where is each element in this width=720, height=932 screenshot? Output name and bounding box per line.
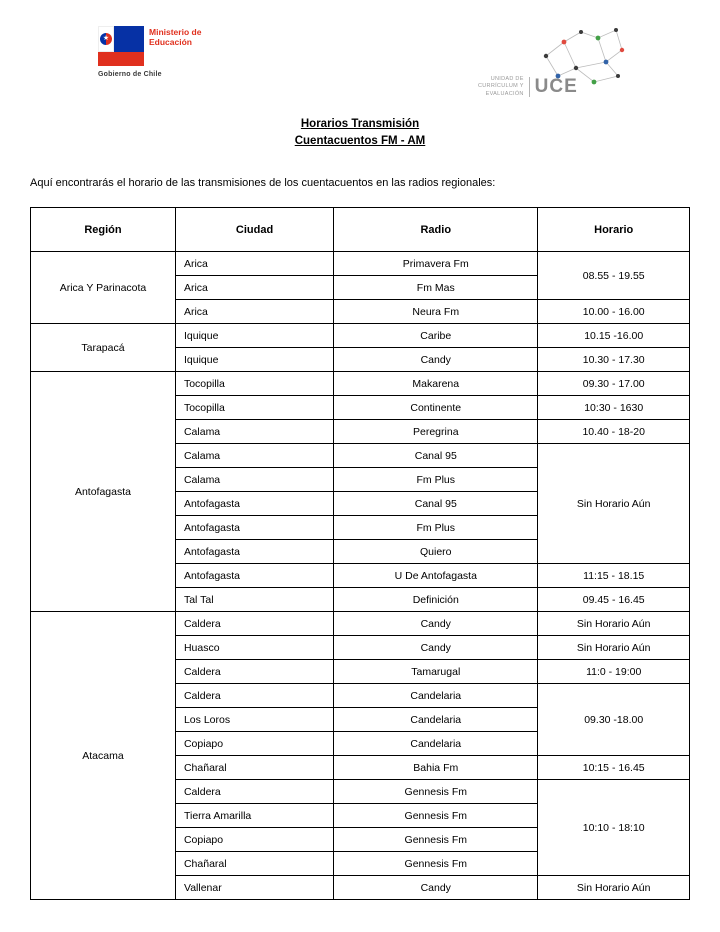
ciudad-cell: Calama [175,444,333,468]
gobierno-de-chile-text: Gobierno de Chile [98,71,162,78]
ciudad-cell: Huasco [175,636,333,660]
uce-wordmark [478,76,578,98]
radio-cell: Candy [334,636,538,660]
mineduc-logo-top [98,26,201,66]
ciudad-cell: Antofagasta [175,564,333,588]
intro-text: Aquí encontrarás el horario de las transmisiones de los cuentacuentos en las radios regionales: [30,177,496,190]
horario-cell: Sin Horario Aún [538,612,690,636]
radio-cell: Caribe [334,324,538,348]
page-title [30,116,690,149]
flag-blue-block [114,26,144,52]
ciudad-cell: Arica [175,252,333,276]
uce-org-line2: CURRÍCULUM Y [478,83,524,90]
page-title-line1: Horarios Transmisión [300,118,420,130]
horario-cell: 10:15 - 16.45 [538,756,690,780]
ciudad-cell: Tocopilla [175,396,333,420]
ciudad-cell: Vallenar [175,876,333,900]
radio-cell: Primavera Fm [334,252,538,276]
uce-org-name [478,76,524,97]
radio-cell: Definición [334,588,538,612]
ciudad-cell: Copiapo [175,732,333,756]
col-header-region: Región [31,208,176,252]
horario-cell: Sin Horario Aún [538,876,690,900]
uce-org-line3: EVALUACIÓN [485,90,524,97]
ciudad-cell: Arica [175,276,333,300]
chile-flag-blocks [98,26,144,66]
radio-cell: Candelaria [334,732,538,756]
ciudad-cell: Iquique [175,324,333,348]
uce-logo [478,26,628,102]
radio-cell: Candy [334,876,538,900]
radio-cell: Fm Mas [334,276,538,300]
page-title-line2: Cuentacuentos FM - AM [294,134,426,147]
radio-cell: Tamarugal [334,660,538,684]
horario-cell: 10:10 - 18:10 [538,780,690,876]
horario-cell: 10:30 - 1630 [538,396,690,420]
radio-cell: Peregrina [334,420,538,444]
radio-cell: Candelaria [334,708,538,732]
horario-cell: 11:0 - 19:00 [538,660,690,684]
horario-cell: Sin Horario Aún [538,444,690,564]
horario-cell: 09.30 - 17.00 [538,372,690,396]
col-header-radio: Radio [334,208,538,252]
radio-cell: Canal 95 [334,492,538,516]
horario-cell: 10.30 - 17.30 [538,348,690,372]
region-cell: Tarapacá [31,324,176,372]
radio-cell: Gennesis Fm [334,780,538,804]
col-header-ciudad: Ciudad [175,208,333,252]
ciudad-cell: Antofagasta [175,516,333,540]
radio-cell: Bahia Fm [334,756,538,780]
table-row [31,612,690,636]
radio-cell: U De Antofagasta [334,564,538,588]
ciudad-cell: Calama [175,468,333,492]
table-row [31,252,690,276]
horario-cell: 10.40 - 18-20 [538,420,690,444]
ciudad-cell: Antofagasta [175,492,333,516]
ciudad-cell: Los Loros [175,708,333,732]
uce-divider [529,77,530,97]
mineduc-logo [98,26,201,78]
region-cell: Atacama [31,612,176,900]
radio-cell: Fm Plus [334,468,538,492]
radio-cell: Gennesis Fm [334,828,538,852]
ciudad-cell: Tocopilla [175,372,333,396]
horario-cell: 08.55 - 19.55 [538,252,690,300]
schedule-table [30,207,690,900]
table-row [31,324,690,348]
radio-cell: Candy [334,612,538,636]
ciudad-cell: Caldera [175,684,333,708]
ciudad-cell: Caldera [175,612,333,636]
horario-cell: 10.00 - 16.00 [538,300,690,324]
radio-cell: Canal 95 [334,444,538,468]
uce-acronym: UCE [534,76,578,97]
uce-org-line1: UNIDAD DE [490,76,524,83]
ciudad-cell: Antofagasta [175,540,333,564]
radio-cell: Gennesis Fm [334,852,538,876]
ministry-name-line1: Ministerio de [149,27,202,37]
ciudad-cell: Tierra Amarilla [175,804,333,828]
ciudad-cell: Arica [175,300,333,324]
coat-of-arms-icon: ★ [98,26,114,52]
radio-cell: Neura Fm [334,300,538,324]
horario-cell: 09.45 - 16.45 [538,588,690,612]
document-header [30,26,690,102]
col-header-horario: Horario [538,208,690,252]
radio-cell: Fm Plus [334,516,538,540]
ministry-name [144,26,201,66]
ciudad-cell: Chañaral [175,852,333,876]
radio-cell: Candelaria [334,684,538,708]
horario-cell: 10.15 -16.00 [538,324,690,348]
radio-cell: Makarena [334,372,538,396]
radio-cell: Quiero [334,540,538,564]
region-cell: Arica Y Parinacota [31,252,176,324]
table-body [31,252,690,900]
table-header-row [31,208,690,252]
region-cell: Antofagasta [31,372,176,612]
ciudad-cell: Tal Tal [175,588,333,612]
horario-cell: Sin Horario Aún [538,636,690,660]
ciudad-cell: Iquique [175,348,333,372]
radio-cell: Candy [334,348,538,372]
horario-cell: 11:15 - 18.15 [538,564,690,588]
ciudad-cell: Copiapo [175,828,333,852]
ciudad-cell: Chañaral [175,756,333,780]
table-row [31,372,690,396]
horario-cell: 09.30 -18.00 [538,684,690,756]
ciudad-cell: Caldera [175,660,333,684]
ciudad-cell: Caldera [175,780,333,804]
flag-red-block [98,52,144,66]
ciudad-cell: Calama [175,420,333,444]
radio-cell: Gennesis Fm [334,804,538,828]
ministry-name-line2: Educación [149,37,192,48]
radio-cell: Continente [334,396,538,420]
